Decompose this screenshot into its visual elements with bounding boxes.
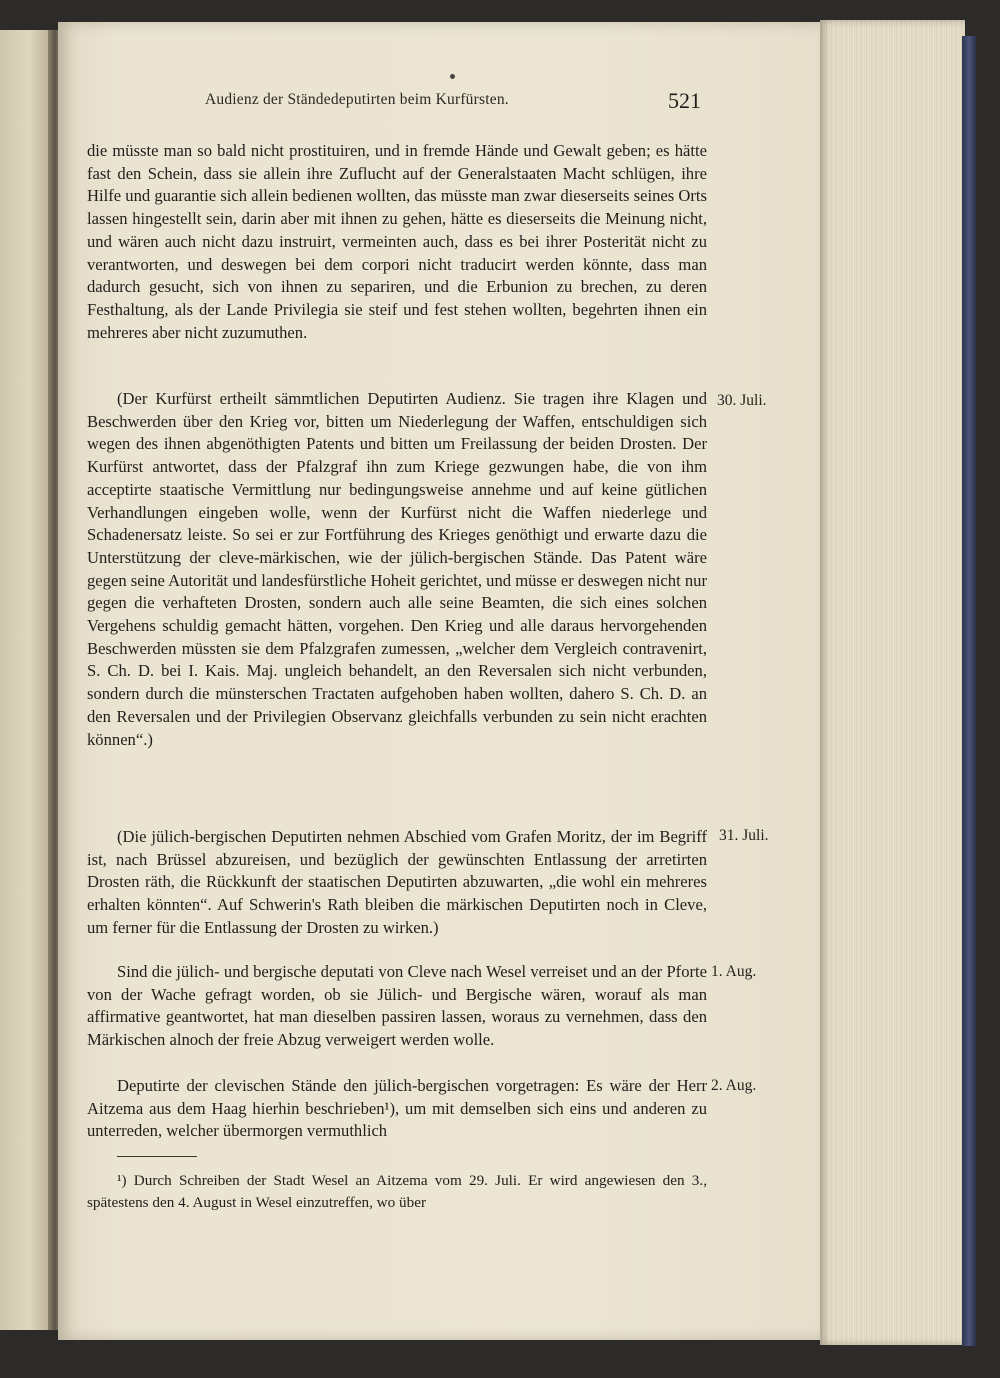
margin-date: 2. Aug.	[711, 1077, 757, 1094]
paragraph-1: die müsste man so bald nicht prostituiren, und in fremde Hände und Gewalt geben; es hätte fast den Schein, dass sie allein ihre Zuflucht auf der Generalstaaten Macht schlügen, ihre Hilfe und guarantie sich allein bedienen wollten, das müsste man zwar dieserseits seines Orts lassen hingestellt sein, darin aber mit ihnen zu gehen, hätte es dieserseits die Meinung nicht, und wären auch nicht dazu instruirt, vermeinten auch, dass es bei ihrer Posterität nicht zu verantworten, und deswegen bei dem corpori nicht traducirt werden könnte, dass man dadurch gesucht, sich von ihnen zu separiren, und die Erbunion zu brechen, zu deren Festhaltung, als der Lande Privilegia sie steif und fest stehen wollten, begehrten ihnen ein mehreres aber nicht zuzumuthen.	[87, 141, 707, 342]
page-block-edges	[820, 20, 965, 1345]
margin-date: 1. Aug.	[711, 963, 757, 980]
paragraph-4: Sind die jülich- und bergische deputati von Cleve nach Wesel verreiset und an der Pforte von der Wache gefragt worden, ob sie Jülich- und Bergische wären, worauf als man affirmative geantwortet, hat man dieselben passiren lassen, woraus zu vernehmen, dass den Märkischen alnoch der freie Abzug verweigert werden wolle.	[87, 962, 707, 1050]
paragraph-3: (Die jülich-bergischen Deputirten nehmen Abschied vom Grafen Moritz, der im Begriff ist, nach Brüssel abzureisen, und bezüglich der gewünschten Entlassung der arretirten Drosten räth, die Rückkunft der staatischen Deputirten abzuwarten, „die wohl ein mehreres erhalten könnten“. Auf Schwerin's Rath bleiben die märkischen Deputirten noch in Cleve, um ferner für die Entlassung der Drosten zu wirken.)	[87, 827, 707, 937]
footnote-separator	[117, 1156, 197, 1157]
paragraph-5: Deputirte der clevischen Stände den jülich-bergischen vorgetragen: Es wäre der Herr Aitzema aus dem Haag hierhin beschrieben¹), um mit demselben sich eins und anderen zu unterreden, welcher übermorgen vermuthlich	[87, 1076, 707, 1141]
running-head: Audienz der Ständedeputirten beim Kurfürsten.	[205, 91, 509, 108]
margin-date: 30. Juli.	[717, 392, 767, 409]
margin-date: 31. Juli.	[719, 827, 769, 844]
ink-dot	[450, 74, 455, 79]
facing-page-edge	[0, 30, 52, 1330]
book-cover-edge	[962, 36, 976, 1346]
footnote: ¹) Durch Schreiben der Stadt Wesel an Aitzema vom 29. Juli. Er wird angewiesen den 3., spätestens den 4. August in Wesel einzutreffen, wo über	[87, 1172, 707, 1211]
page-number: 521	[668, 88, 701, 113]
paragraph-2: (Der Kurfürst ertheilt sämmtlichen Deputirten Audienz. Sie tragen ihre Klagen und Beschwerden über den Krieg vor, bitten um Niederlegung der Waffen, entschuldigen sich wegen des ihnen abgenöthigten Patents und bitten um Freilassung der beiden Drosten. Der Kurfürst antwortet, dass der Pfalzgraf ihn zum Kriege gezwungen habe, die von ihm acceptirte staatische Vermittlung nur bedingungsweise annehme und auf keine gütlichen Verhandlungen eingeben wolle, wenn der Kurfürst nicht die Waffen niederlege und Schadenersatz leiste. So sei er zur Fortführung des Krieges genöthigt und erwarte dazu die Unterstützung der cleve-märkischen, wie der jülich-bergischen Stände. Das Patent wäre gegen seine Autorität und landesfürstliche Hoheit gerichtet, und müsse er deswegen nicht nur gegen die verhafteten Drosten, sondern auch alle seine Beamten, die sich eines solchen Vergehens schuldig gemacht hätten, vorgehen. Den Krieg und alle daraus hervorgehenden Beschwerden müssten sie dem Pfalzgrafen zumessen, „welcher dem Vergleich contravenirt, S. Ch. D. bei I. Kais. Maj. ungleich behandelt, an den Reversalen sich nicht verbunden, sondern durch die münsterschen Tractaten aufgehoben haben wollten, dahero S. Ch. D. an den Reversalen und der Privilegien Observanz gleichfalls verbunden zu sein nicht erachten können“.)	[87, 389, 707, 749]
